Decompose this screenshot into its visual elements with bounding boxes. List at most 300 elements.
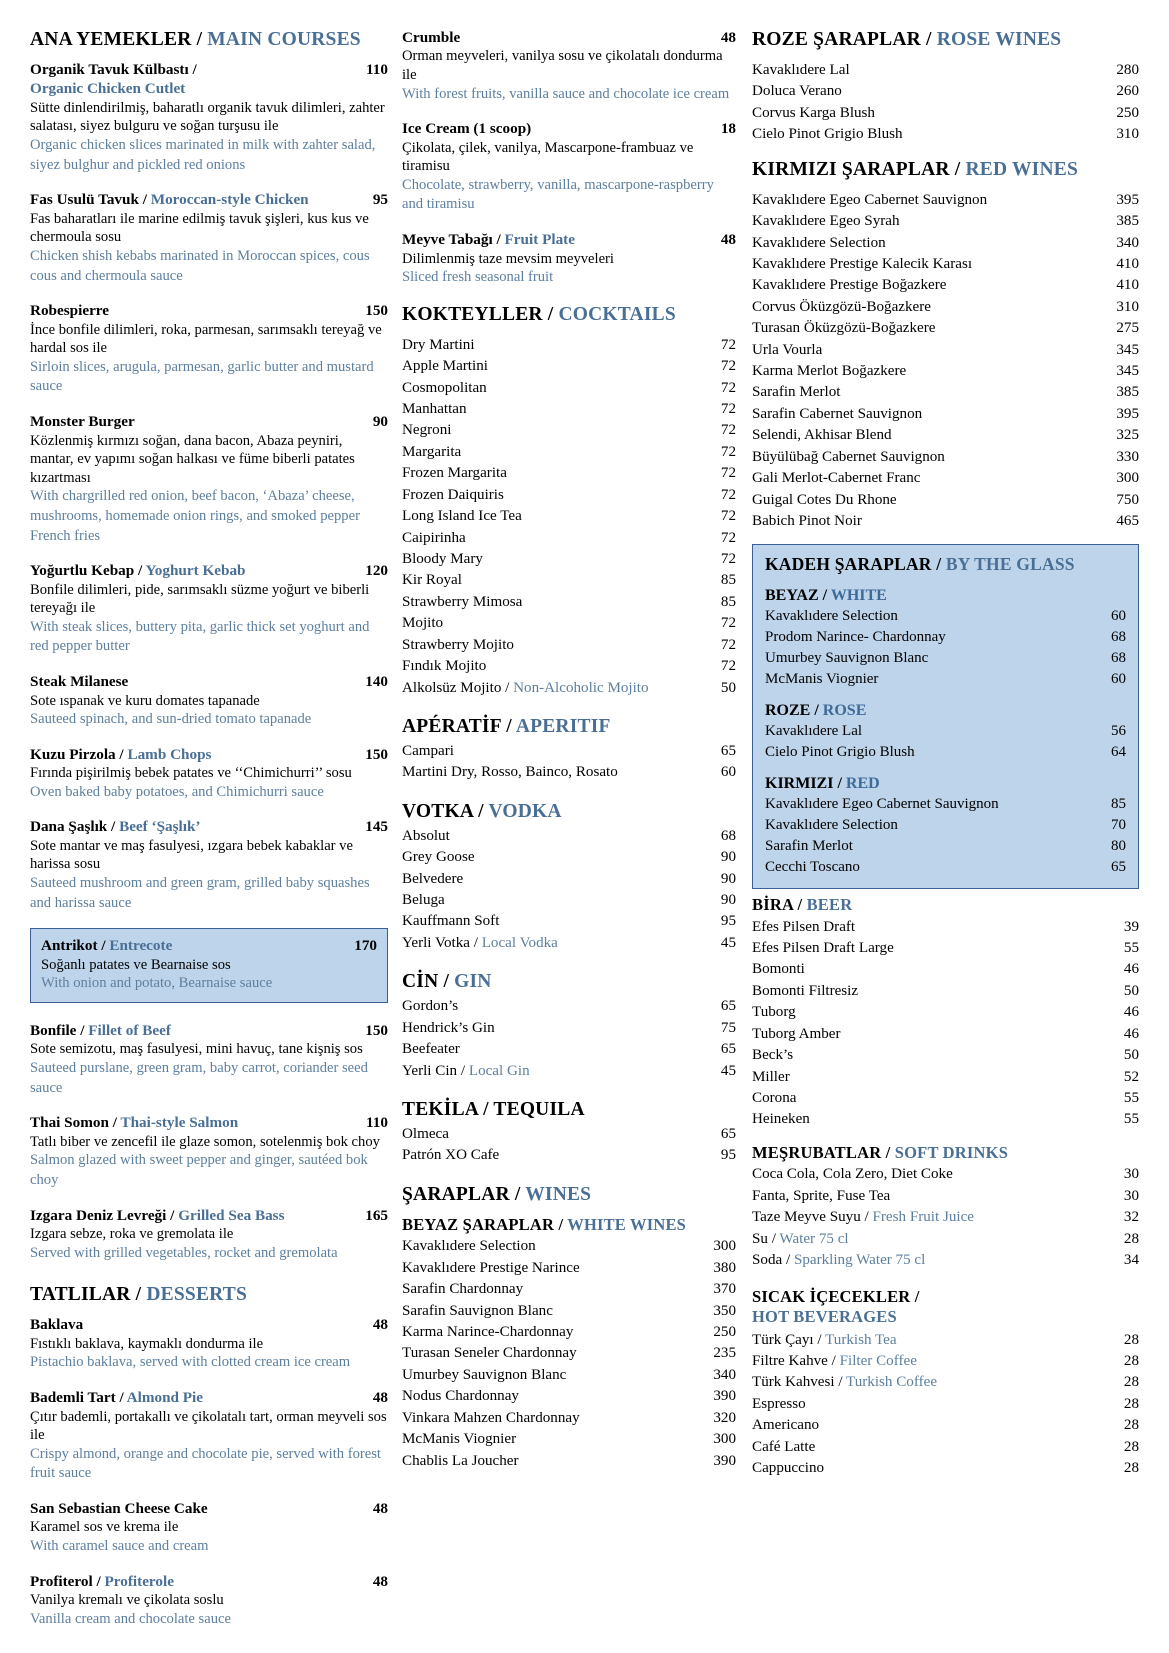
row-name xyxy=(752,981,1109,1002)
row-price: 95 xyxy=(720,1147,736,1164)
item-description-en: Vanilla cream and chocolate sauce xyxy=(30,1610,231,1627)
row-price: 250 xyxy=(1116,104,1139,121)
price-row xyxy=(765,857,1126,878)
item-price: 48 xyxy=(372,1499,388,1517)
heading-en: BEER xyxy=(806,895,853,915)
row-price: 95 xyxy=(720,913,736,930)
price-row xyxy=(402,847,736,868)
price-row xyxy=(752,404,1139,425)
row-name xyxy=(752,447,1109,468)
section-heading-vodka: VOTKA / VODKA xyxy=(402,800,562,822)
row-name xyxy=(402,1145,706,1166)
row-price: 330 xyxy=(1116,448,1139,465)
section-heading-white-wines: BEYAZ ŞARAPLAR / WHITE WINES xyxy=(402,1214,687,1234)
item-title xyxy=(30,561,388,580)
row-name xyxy=(402,549,706,570)
menu-item xyxy=(30,1499,388,1557)
price-row xyxy=(752,60,1139,81)
item-description-en: Oven baked baby potatoes, and Chimichurri sauce xyxy=(30,783,324,800)
row-name-tr: Corona xyxy=(752,1089,797,1106)
item-description-en: Organic chicken slices marinated in milk with zahter salad, siyez bulghur and pickled red onions xyxy=(30,136,376,173)
row-price: 28 xyxy=(1123,1331,1139,1348)
row-name xyxy=(752,1458,1109,1479)
row-name xyxy=(752,917,1109,938)
row-name-tr: Cappuccino xyxy=(752,1460,825,1477)
row-name-tr: Nodus Chardonnay xyxy=(402,1388,519,1405)
row-name-tr: Caipirinha xyxy=(402,529,466,546)
row-name xyxy=(402,1365,706,1386)
row-price: 72 xyxy=(720,508,736,525)
row-name: Soda / Sparkling Water 75 cl xyxy=(752,1251,926,1268)
price-row xyxy=(402,570,736,591)
heading-en: WHITE WINES xyxy=(567,1214,687,1234)
row-name-tr: Strawberry Mojito xyxy=(402,636,514,653)
price-row xyxy=(402,741,736,762)
row-price: 300 xyxy=(1116,470,1139,487)
price-row xyxy=(765,815,1126,836)
row-name xyxy=(752,425,1109,446)
row-name-tr: Kavaklıdere Prestige Narince xyxy=(402,1259,580,1276)
row-name-en: Turkish Coffee xyxy=(846,1374,938,1391)
item-title xyxy=(30,60,388,99)
heading-tr: VOTKA xyxy=(402,800,474,822)
row-name xyxy=(752,1415,1109,1436)
item-price: 150 xyxy=(365,302,388,320)
section-heading-desserts: TATLILAR / DESSERTS xyxy=(30,1284,247,1306)
row-price: 390 xyxy=(713,1452,736,1469)
price-row xyxy=(765,627,1126,648)
row-name-tr: Corvus Karga Blush xyxy=(752,104,875,121)
heading-en: ROSE WINES xyxy=(936,29,1062,50)
heading-tr: BEYAZ ŞARAPLAR xyxy=(402,1214,555,1234)
row-price: 370 xyxy=(713,1281,736,1298)
price-row xyxy=(752,124,1139,145)
item-title xyxy=(30,1206,388,1225)
row-name xyxy=(752,1186,1109,1207)
row-name xyxy=(402,1386,706,1407)
row-price: 395 xyxy=(1116,405,1139,422)
row-price: 390 xyxy=(713,1388,736,1405)
soft-drinks-list xyxy=(752,1164,1139,1271)
item-description-tr: Sütte dinlendirilmiş, baharatlı organik tavuk dilimleri, zahter salatası, siyez bulguru ve soğan turşusu ile xyxy=(30,99,385,135)
section-heading-gin: CİN / GIN xyxy=(402,971,492,993)
row-name xyxy=(402,485,706,506)
item-description-en: Sauteed mushroom and green gram, grilled baby squashes and harissa sauce xyxy=(30,874,370,911)
section-heading-wines: ŞARAPLAR / WINES xyxy=(402,1183,592,1205)
item-price: 90 xyxy=(372,413,388,431)
row-price: 750 xyxy=(1116,491,1139,508)
row-name-en: Local Gin xyxy=(468,1062,530,1079)
row-name-tr: Cielo Pinot Grigio Blush xyxy=(765,744,915,761)
row-name xyxy=(402,570,706,591)
row-price: 85 xyxy=(720,593,736,610)
item-price: 140 xyxy=(365,673,388,691)
item-title xyxy=(30,1113,388,1132)
item-description-en: Sauteed purslane, green gram, baby carrot, coriander seed sauce xyxy=(30,1060,368,1096)
price-row xyxy=(402,635,736,656)
row-name-tr: Taze Meyve Suyu xyxy=(752,1209,861,1226)
row-name-tr: Miller xyxy=(752,1068,790,1085)
row-price: 310 xyxy=(1116,126,1139,143)
row-name-tr: Efes Pilsen Draft Large xyxy=(752,939,894,956)
cocktails-list xyxy=(402,335,736,699)
price-row xyxy=(402,996,736,1017)
subheading-en: ROSE xyxy=(822,702,867,720)
price-row xyxy=(752,361,1139,382)
price-row xyxy=(402,890,736,911)
heading-en: BY THE GLASS xyxy=(945,554,1075,575)
section-heading-aperitif: APÉRATİF / APERITIF xyxy=(402,715,611,737)
row-name xyxy=(752,233,1109,254)
row-price: 28 xyxy=(1123,1438,1139,1455)
row-price: 90 xyxy=(720,870,736,887)
row-price: 28 xyxy=(1123,1395,1139,1412)
item-title xyxy=(30,1315,388,1334)
row-name-tr: Corvus Öküzgözü-Boğazkere xyxy=(752,298,931,315)
red-wines-list xyxy=(752,190,1139,533)
subheading-tr: BEYAZ xyxy=(765,587,819,605)
row-name-tr: Strawberry Mimosa xyxy=(402,593,523,610)
row-name xyxy=(402,826,706,847)
item-name-tr: Steak Milanese xyxy=(30,673,129,691)
price-row xyxy=(765,721,1126,742)
row-name xyxy=(402,890,706,911)
price-row xyxy=(402,549,736,570)
price-row xyxy=(752,81,1139,102)
price-row xyxy=(402,335,736,356)
row-name-tr: Sarafin Chardonnay xyxy=(402,1281,524,1298)
heading-en: WINES xyxy=(525,1183,592,1205)
item-name-tr: Crumble xyxy=(402,29,461,46)
heading-tr: KADEH ŞARAPLAR xyxy=(765,554,932,575)
row-name-tr: Beluga xyxy=(402,892,445,909)
row-price: 72 xyxy=(720,636,736,653)
row-name xyxy=(402,528,706,549)
price-row xyxy=(402,485,736,506)
row-name-en: Non-Alcoholic Mojito xyxy=(513,679,649,696)
menu-item xyxy=(30,817,388,913)
row-name-en: Sparkling Water 75 cl xyxy=(793,1251,926,1268)
row-name-tr: Sarafin Merlot xyxy=(765,838,853,855)
row-name-tr: Filtre Kahve xyxy=(752,1353,828,1370)
hot-beverages-list xyxy=(752,1330,1139,1480)
row-name-tr: Su xyxy=(752,1230,768,1247)
menu-item xyxy=(402,119,736,215)
row-price: 45 xyxy=(720,1062,736,1079)
beer-list xyxy=(752,917,1139,1131)
row-name-tr: Coca Cola, Cola Zero, Diet Coke xyxy=(752,1166,953,1183)
by-the-glass-box xyxy=(752,544,1139,889)
price-row xyxy=(402,1124,736,1145)
subheading-tr: ROZE xyxy=(765,702,811,720)
row-name xyxy=(402,335,706,356)
row-name xyxy=(402,1301,706,1322)
row-price: 30 xyxy=(1123,1166,1139,1183)
row-name xyxy=(765,669,1096,690)
row-name xyxy=(752,60,1109,81)
row-name-tr: McManis Viognier xyxy=(765,671,879,688)
row-name xyxy=(752,1437,1109,1458)
price-row xyxy=(752,1229,1139,1250)
row-name-tr: Yerli Cin xyxy=(402,1062,458,1079)
row-name xyxy=(402,399,706,420)
row-name-tr: Yerli Votka xyxy=(402,934,470,951)
item-name-en: Almond Pie xyxy=(126,1389,204,1407)
menu-item xyxy=(30,561,388,657)
row-name: Yerli Votka / Local Vodka xyxy=(402,934,558,951)
menu-item xyxy=(402,230,736,288)
item-description-en: With onion and potato, Bearnaise sauce xyxy=(41,975,273,992)
white-wines-list xyxy=(402,1236,736,1472)
row-name-tr: Kavaklıdere Lal xyxy=(752,62,850,78)
row-name-tr: Kavaklıdere Selection xyxy=(402,1238,536,1255)
price-row xyxy=(402,1061,736,1082)
row-name xyxy=(402,442,706,463)
price-row xyxy=(765,648,1126,669)
item-name-tr: Baklava xyxy=(30,1316,84,1334)
item-description-tr: Bonfile dilimleri, pide, sarımsaklı süzme yoğurt ve biberli tereyağı ile xyxy=(30,581,370,617)
row-name-en: Water 75 cl xyxy=(779,1230,849,1247)
row-name xyxy=(752,511,1109,532)
item-description-tr: Sote semizotu, maş fasulyesi, mini havuç, tane kişniş sos xyxy=(30,1041,363,1058)
item-title xyxy=(30,817,388,836)
row-price: 60 xyxy=(720,764,736,781)
price-row xyxy=(402,463,736,484)
price-row xyxy=(752,318,1139,339)
row-name-tr: Tuborg xyxy=(752,1004,796,1021)
row-name-tr: Martini Dry, Rosso, Bainco, Rosato xyxy=(402,764,618,781)
price-row xyxy=(752,938,1139,959)
row-name-tr: Frozen Daiquiris xyxy=(402,486,504,503)
row-name-tr: Vinkara Mahzen Chardonnay xyxy=(402,1409,580,1426)
item-price: 150 xyxy=(365,1022,388,1040)
row-price: 90 xyxy=(720,849,736,866)
section-heading-hot-beverages xyxy=(752,1287,1139,1327)
row-price: 72 xyxy=(720,486,736,503)
price-row xyxy=(402,1343,736,1364)
row-price: 300 xyxy=(713,1238,736,1255)
price-row xyxy=(765,794,1126,815)
row-price: 46 xyxy=(1123,961,1139,978)
row-name xyxy=(402,592,706,613)
subheading-glass-red: KIRMIZI / RED xyxy=(765,775,880,793)
section-heading-by-the-glass: KADEH ŞARAPLAR / BY THE GLASS xyxy=(765,554,1075,575)
row-name xyxy=(752,1045,1109,1066)
row-name-tr: Hendrick’s Gin xyxy=(402,1019,495,1036)
item-name-tr: Monster Burger xyxy=(30,413,135,431)
row-name-tr: Frozen Margarita xyxy=(402,465,507,482)
row-price: 32 xyxy=(1123,1209,1139,1226)
row-name-tr: Gordon’s xyxy=(402,998,459,1015)
price-row xyxy=(752,1088,1139,1109)
price-row xyxy=(402,826,736,847)
price-row xyxy=(402,1365,736,1386)
heading-en: DESSERTS xyxy=(146,1284,247,1306)
row-name-tr: Sarafin Cabernet Sauvignon xyxy=(752,405,923,422)
row-price: 320 xyxy=(713,1409,736,1426)
item-price: 95 xyxy=(372,191,388,209)
row-name-tr: Kauffmann Soft xyxy=(402,913,500,930)
price-row xyxy=(752,1458,1139,1479)
row-name xyxy=(752,124,1109,145)
row-name xyxy=(752,1024,1109,1045)
price-row xyxy=(402,1322,736,1343)
item-title xyxy=(30,190,388,209)
row-name-tr: Sarafin Sauvignon Blanc xyxy=(402,1302,553,1319)
row-name-tr: Cielo Pinot Grigio Blush xyxy=(752,126,903,143)
heading-en: RED WINES xyxy=(965,158,1078,180)
tequila-list xyxy=(402,1124,736,1167)
section-heading-cocktails: KOKTEYLLER / COCKTAILS xyxy=(402,303,676,325)
row-price: 30 xyxy=(1123,1187,1139,1204)
price-row xyxy=(402,911,736,932)
item-title xyxy=(402,119,736,138)
row-name-tr: Guigal Cotes Du Rhone xyxy=(752,491,897,508)
row-name-tr: Belvedere xyxy=(402,870,464,887)
row-name xyxy=(752,1109,1109,1130)
row-name: Filtre Kahve / Filter Coffee xyxy=(752,1353,917,1370)
row-name xyxy=(765,815,1096,836)
price-row xyxy=(752,959,1139,980)
price-row xyxy=(402,1429,736,1450)
row-name-tr: Selendi, Akhisar Blend xyxy=(752,427,892,444)
menu-item xyxy=(30,412,388,546)
item-name-en: Thai-style Salmon xyxy=(120,1114,239,1132)
item-price: 165 xyxy=(365,1206,388,1224)
row-name xyxy=(402,1018,706,1039)
item-price: 110 xyxy=(366,1114,388,1132)
row-name-tr: Kavaklıdere Selection xyxy=(765,608,898,625)
subheading-tr: KIRMIZI xyxy=(765,775,834,793)
menu-item xyxy=(30,745,388,803)
item-name-tr: Dana Şaşlık / xyxy=(30,818,116,836)
row-name xyxy=(402,1124,706,1145)
heading-en: VODKA xyxy=(488,800,562,822)
heading-en: APERITIF xyxy=(515,715,611,737)
row-name-tr: Turasan Öküzgözü-Boğazkere xyxy=(752,320,936,337)
row-price: 300 xyxy=(713,1431,736,1448)
price-row xyxy=(752,297,1139,318)
row-price: 260 xyxy=(1116,83,1139,100)
row-name-tr: Manhattan xyxy=(402,401,467,418)
desserts-list xyxy=(30,1315,388,1629)
heading-tr: SICAK İÇECEKLER / xyxy=(752,1287,920,1307)
price-row xyxy=(402,613,736,634)
price-row xyxy=(752,1437,1139,1458)
row-name-tr: Kir Royal xyxy=(402,572,462,589)
row-name xyxy=(765,836,1096,857)
glass-white-list xyxy=(765,606,1126,690)
row-name-tr: Heineken xyxy=(752,1111,810,1128)
item-name-tr: Fas Usulü Tavuk / xyxy=(30,191,147,209)
price-row xyxy=(752,340,1139,361)
price-row xyxy=(752,382,1139,403)
row-name-tr: Beefeater xyxy=(402,1041,460,1058)
row-name xyxy=(402,1408,706,1429)
section-heading-red-wines: KIRMIZI ŞARAPLAR / RED WINES xyxy=(752,158,1078,180)
row-price: 28 xyxy=(1123,1353,1139,1370)
desserts-list-continued xyxy=(402,28,736,288)
menu-item xyxy=(30,301,388,397)
row-name xyxy=(752,1002,1109,1023)
main-courses-list-continued xyxy=(30,1021,388,1263)
row-name-tr: Kavaklıdere Lal xyxy=(765,723,863,740)
price-row xyxy=(752,1415,1139,1436)
row-name xyxy=(752,382,1109,403)
row-price: 280 xyxy=(1116,62,1139,78)
item-description-en: With steak slices, buttery pita, garlic thick set yoghurt and red pepper butter xyxy=(30,618,370,655)
row-name-tr: Negroni xyxy=(402,422,452,439)
heading-en: MAIN COURSES xyxy=(207,29,361,50)
row-name-tr: Chablis La Joucher xyxy=(402,1452,519,1469)
row-name-tr: Sarafin Merlot xyxy=(752,384,841,401)
row-name xyxy=(402,635,706,656)
row-price: 345 xyxy=(1116,363,1139,380)
row-name-tr: Umurbey Sauvignon Blanc xyxy=(765,650,929,667)
row-price: 56 xyxy=(1111,723,1126,740)
row-name-tr: Absolut xyxy=(402,827,450,844)
row-price: 85 xyxy=(720,572,736,589)
heading-en: SOFT DRINKS xyxy=(894,1142,1009,1162)
item-price: 170 xyxy=(354,937,377,955)
item-title xyxy=(30,745,388,764)
menu-item xyxy=(30,1315,388,1373)
price-row xyxy=(752,190,1139,211)
price-row xyxy=(402,399,736,420)
menu-item xyxy=(30,60,388,175)
price-row xyxy=(402,656,736,677)
item-name-tr: Bademli Tart / xyxy=(30,1389,124,1407)
row-price: 380 xyxy=(713,1259,736,1276)
row-name-tr: Kavaklıdere Selection xyxy=(752,234,886,251)
row-name-tr: Long Island Ice Tea xyxy=(402,508,522,525)
gin-list xyxy=(402,996,736,1082)
item-title xyxy=(30,1388,388,1407)
row-price: 72 xyxy=(720,379,736,396)
menu-item xyxy=(30,1388,388,1484)
menu-column-2 xyxy=(402,28,752,1643)
price-row xyxy=(402,420,736,441)
price-row xyxy=(752,425,1139,446)
row-price: 60 xyxy=(1111,671,1126,688)
row-name xyxy=(402,996,706,1017)
item-description-tr: Izgara sebze, roka ve gremolata ile xyxy=(30,1226,234,1243)
item-description-tr: Dilimlenmiş taze mevsim meyveleri xyxy=(402,250,614,267)
row-name xyxy=(752,297,1109,318)
item-title xyxy=(402,28,736,47)
item-price: 18 xyxy=(720,120,736,138)
row-name-tr: Karma Merlot Boğazkere xyxy=(752,363,907,380)
row-name-en: Fresh Fruit Juice xyxy=(872,1209,974,1226)
row-name xyxy=(402,762,706,783)
price-row xyxy=(752,1045,1139,1066)
item-description-tr: Sote mantar ve maş fasulyesi, ızgara bebek kabaklar ve harissa sosu xyxy=(30,837,353,873)
row-price: 72 xyxy=(720,358,736,375)
row-name xyxy=(752,1164,1109,1185)
price-row xyxy=(402,1039,736,1060)
row-name xyxy=(752,211,1109,232)
price-row xyxy=(402,1386,736,1407)
row-name xyxy=(765,627,1096,648)
item-name-en: Grilled Sea Bass xyxy=(178,1206,285,1224)
item-name-tr: Bonfile / xyxy=(30,1022,85,1040)
row-price: 325 xyxy=(1116,427,1139,444)
price-row xyxy=(752,1207,1139,1228)
row-price: 75 xyxy=(720,1019,736,1036)
row-name xyxy=(752,81,1109,102)
heading-tr: ROZE ŞARAPLAR xyxy=(752,29,921,50)
row-name: Su / Water 75 cl xyxy=(752,1230,849,1247)
